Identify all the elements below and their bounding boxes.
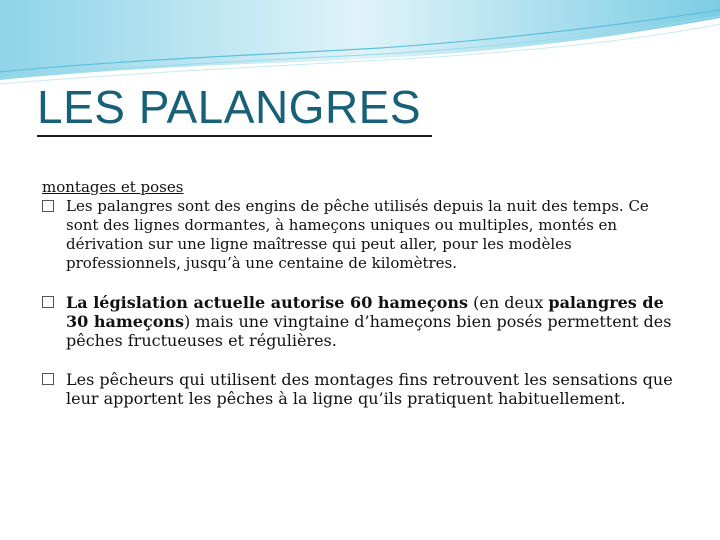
bullet-text: ) mais une vingtaine d’hameçons bien posés permettent des pêches fructueuses et régulières. [66,312,672,350]
title-underline [37,135,432,137]
bullet-bold-text: La législation actuelle autorise 60 hameçons [66,293,469,312]
bullet-item [42,370,682,408]
bullet-item [42,197,682,273]
bullet-item [42,293,682,350]
bullet-marker-icon [42,200,54,212]
bullet-marker-icon [42,296,54,308]
bullet-text: Les palangres sont des engins de pêche utilisés depuis la nuit des temps. Ce sont des lignes dormantes, à hameçons uniques ou multiples, montés en dérivation sur une ligne maîtresse qui peut aller, pour les modèles professionnels, jusqu’à une centaine de kilomètres. [66,197,649,272]
bullet-marker-icon [42,373,54,385]
slide-subtitle: montages et poses [42,178,184,196]
bullet-text: (en deux [468,293,549,312]
slide-body [42,178,682,408]
header-wave-decoration [0,0,720,90]
bullet-text: Les pêcheurs qui utilisent des montages fins retrouvent les sensations que leur apportent les pêches à la ligne qu’ils pratiquent habituellement. [66,370,673,408]
bullet-bold-text: palangres de 30 hameçons [66,293,664,331]
slide-title: LES PALANGRES [37,81,422,133]
